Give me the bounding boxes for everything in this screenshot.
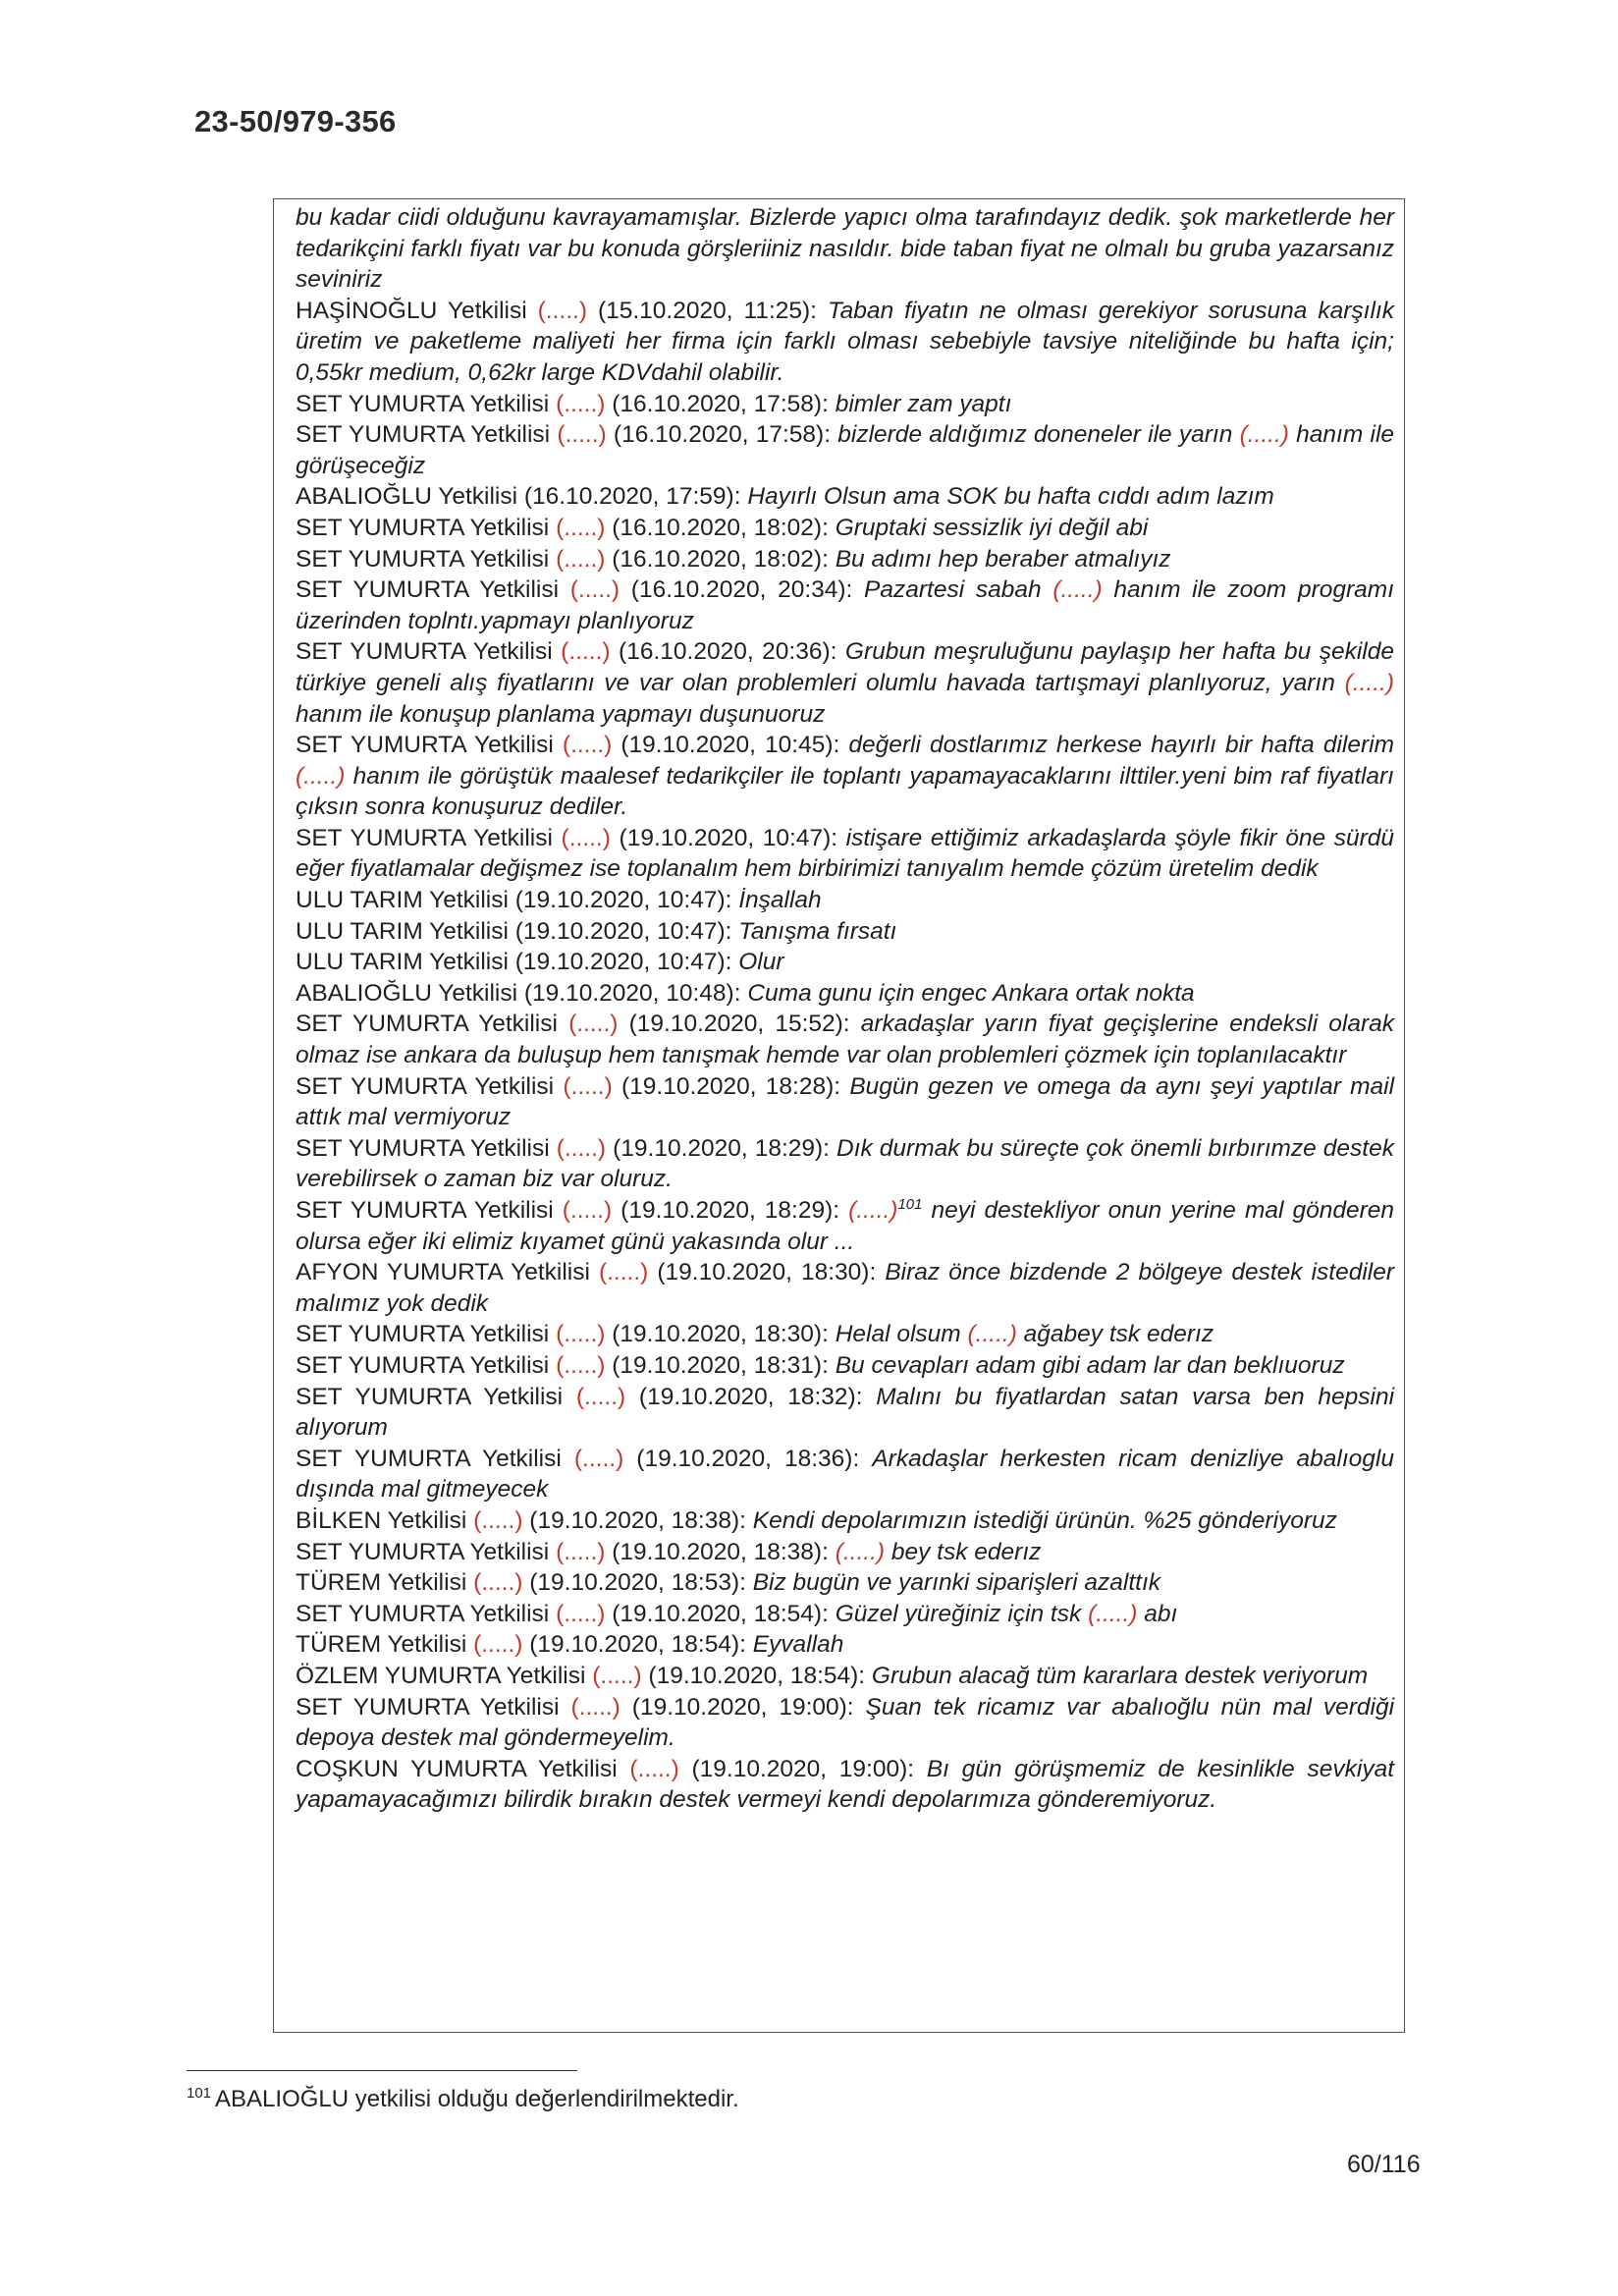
message-text: bizlerde aldığımız doneneler ile yarın	[837, 421, 1240, 449]
message-text-continued: ağabey tsk ederız	[1016, 1321, 1214, 1348]
message-text: Olur	[738, 949, 784, 976]
message-timestamp: (19.10.2020, 18:30):	[648, 1259, 886, 1286]
chat-message	[296, 823, 1394, 885]
message-timestamp: (19.10.2020, 18:54):	[641, 1662, 872, 1689]
message-sender: SET YUMURTA Yetkilisi	[296, 1445, 574, 1472]
redacted-name: (.....)	[296, 762, 346, 790]
message-sender: ULU TARIM Yetkilisi (19.10.2020, 10:47):	[296, 887, 739, 914]
chat-message	[296, 947, 1394, 978]
message-text: Hayırlı Olsun ama SOK bu hafta cıddı adım lazım	[747, 483, 1274, 511]
chat-message	[296, 916, 1394, 948]
message-text: Kendi depolarımızın istediği ürünün. %25 gönderiyoruz	[752, 1506, 1337, 1534]
redacted-name: (.....)	[473, 1506, 523, 1534]
redacted-name: (.....)	[967, 1321, 1017, 1348]
message-sender: SET YUMURTA Yetkilisi	[296, 514, 557, 541]
message-text: bimler zam yaptı	[835, 390, 1012, 417]
message-text: Grubun alacağ tüm kararlara destek veriyorum	[871, 1662, 1369, 1689]
message-text: Şuan tek ricamız var abalıoğlu nün mal verdiği depoya destek mal göndermeyelim.	[296, 1693, 1395, 1752]
chat-message	[296, 296, 1394, 389]
redacted-name: (.....)	[537, 297, 587, 324]
message-timestamp: (19.10.2020, 15:52):	[618, 1011, 861, 1038]
message-timestamp: (19.10.2020, 10:47):	[610, 824, 846, 851]
message-timestamp: (19.10.2020, 18:28):	[612, 1072, 850, 1100]
chat-message	[296, 1692, 1394, 1754]
message-text: bu kadar ciidi olduğunu kavrayamamışlar. Bizlerde yapıcı olma tarafındayız dedik. şok marketlerde her tedarikçini farklı fiyatı var bu konuda görşleriiniz nasıldır. bide taban fiyat ne olmalı bu gruba yazarsanız seviniriz	[296, 204, 1394, 294]
message-timestamp: (19.10.2020, 19:00):	[678, 1755, 927, 1782]
message-sender: ABALIOĞLU Yetkilisi (16.10.2020, 17:59):	[296, 483, 748, 511]
chat-message	[296, 202, 1394, 296]
chat-message	[296, 1257, 1394, 1319]
chat-message	[296, 1629, 1394, 1661]
message-timestamp: (16.10.2020, 17:58):	[605, 390, 836, 417]
message-text: Bu adımı hep beraber atmalıyız	[835, 545, 1171, 573]
message-timestamp: (19.10.2020, 18:36):	[623, 1445, 873, 1472]
redacted-name: (.....)	[1052, 576, 1103, 604]
message-text-continued: hanım ile görüşeceğiz	[296, 421, 1395, 479]
chat-message	[296, 1754, 1394, 1816]
message-timestamp: (19.10.2020, 10:45):	[612, 732, 849, 759]
redacted-name: (.....)	[556, 390, 606, 417]
message-sender: SET YUMURTA Yetkilisi	[296, 576, 570, 604]
message-timestamp: (19.10.2020, 18:54):	[522, 1631, 753, 1659]
message-text: arkadaşlar yarın fiyat geçişlerine endeksli olarak olmaz ise ankara da buluşup hem tanışmak hemde var olan problemleri çözmek için toplanılacaktır	[296, 1011, 1395, 1069]
message-text: istişare ettiğimiz arkadaşlarda şöyle fikir öne sürdü eğer fiyatlamalar değişmez ise toplanalım hem birbirimizi tanıyalım hemde çözüm üretelim dedik	[296, 824, 1395, 883]
message-sender: ÖZLEM YUMURTA Yetkilisi	[296, 1662, 593, 1689]
redacted-name: (.....)	[556, 1538, 606, 1565]
chat-message	[296, 1382, 1394, 1444]
message-text: Grubun meşruluğunu paylaşıp her hafta bu şekilde türkiye geneli alış fiyatlarını ve var olan problemleri olumlu havada tartışmayi planlıyoruz, yarın	[296, 638, 1395, 696]
redacted-name: (.....)	[556, 1600, 606, 1627]
chat-message	[296, 419, 1394, 481]
message-text: Taban fiyatın ne olması gerekiyor sorusuna karşılık üretim ve paketleme maliyeti her firma için farklı olması sebebiyle tavsiye niteliğinde bu hafta için; 0,55kr medium, 0,62kr large KDVdahil olabilir.	[296, 297, 1394, 386]
message-sender: SET YUMURTA Yetkilisi	[296, 1538, 557, 1565]
message-timestamp: (16.10.2020, 20:36):	[610, 638, 845, 666]
message-sender: ULU TARIM Yetkilisi (19.10.2020, 10:47):	[296, 917, 739, 945]
message-text-continued: neyi destekliyor onun yerine mal gönderen olursa eğer iki elimiz kıyamet günü yakasında olur ...	[296, 1197, 1395, 1255]
message-sender: SET YUMURTA Yetkilisi	[296, 1693, 571, 1721]
chat-message	[296, 1567, 1394, 1599]
message-text: Bı gün görüşmemiz de kesinlikle sevkiyat yapamayacağımızı bilirdik bırakın destek vermeyi kendi depolarımıza gönderemiyoruz.	[296, 1755, 1395, 1814]
message-timestamp: (19.10.2020, 18:31):	[605, 1351, 836, 1379]
message-text: Helal olsum	[835, 1321, 968, 1348]
message-sender: AFYON YUMURTA Yetkilisi	[296, 1259, 599, 1286]
message-text: Cuma gunu için engec Ankara ortak nokta	[747, 979, 1195, 1007]
message-timestamp: (16.10.2020, 17:58):	[606, 421, 838, 449]
message-text-continued: hanım ile görüştük maalesef tedarikçiler ile toplantı yapamayacaklarını ilttiler.yeni bim raf fiyatları çıksın sonra konuşuruz dediler.	[296, 762, 1394, 821]
page-number: 60/116	[1347, 2151, 1421, 2178]
message-text-continued: hanım ile konuşup planlama yapmayı duşunuoruz	[296, 700, 826, 728]
redacted-name: (.....)	[556, 1321, 606, 1348]
redacted-name: (.....)	[562, 1197, 613, 1224]
footnote-divider	[187, 2070, 577, 2071]
redacted-name: (.....)	[568, 1011, 619, 1038]
message-text: Biz bugün ve yarınki siparişleri azalttık	[752, 1569, 1161, 1597]
redacted-name: (.....)	[561, 824, 611, 851]
message-sender: SET YUMURTA Yetkilisi	[296, 1072, 564, 1100]
chat-message	[296, 1009, 1394, 1070]
message-sender: SET YUMURTA Yetkilisi	[296, 545, 557, 573]
message-sender: SET YUMURTA Yetkilisi	[296, 1351, 557, 1379]
message-sender: SET YUMURTA Yetkilisi	[296, 732, 563, 759]
redacted-name: (.....)	[848, 1197, 898, 1224]
message-text: Pazartesi sabah	[864, 576, 1053, 604]
redacted-name: (.....)	[556, 545, 606, 573]
redacted-name: (.....)	[561, 638, 611, 666]
message-text: Eyvallah	[752, 1631, 844, 1659]
message-text: İnşallah	[738, 887, 822, 914]
chat-message	[296, 574, 1394, 636]
footnote-number: 101	[187, 2085, 212, 2102]
redacted-name: (.....)	[598, 1259, 649, 1286]
message-sender: SET YUMURTA Yetkilisi	[296, 1383, 576, 1410]
message-text: değerli dostlarımız herkese hayırlı bir hafta dilerim	[848, 732, 1395, 759]
chat-message	[296, 389, 1394, 420]
message-sender: SET YUMURTA Yetkilisi	[296, 1197, 563, 1224]
redacted-name: (.....)	[556, 1351, 606, 1379]
redacted-name: (.....)	[835, 1538, 886, 1565]
message-timestamp: (16.10.2020, 20:34):	[620, 576, 865, 604]
chat-message	[296, 544, 1394, 575]
message-timestamp: (15.10.2020, 11:25):	[586, 297, 828, 324]
message-text: Arkadaşlar herkesten ricam denizliye abalıoglu dışında mal gitmeyecek	[296, 1445, 1395, 1503]
redacted-name: (.....)	[629, 1755, 679, 1782]
chat-message	[296, 1599, 1394, 1630]
chat-message	[296, 1505, 1394, 1537]
chat-message	[296, 1071, 1394, 1133]
message-timestamp: (19.10.2020, 18:54):	[605, 1600, 836, 1627]
message-text: Biraz önce bizdende 2 bölgeye destek istediler malımız yok dedik	[296, 1259, 1394, 1317]
redacted-name: (.....)	[556, 1134, 607, 1162]
redacted-name: (.....)	[1239, 421, 1289, 449]
message-sender: ULU TARIM Yetkilisi (19.10.2020, 10:47):	[296, 949, 739, 976]
chat-transcript-box	[273, 198, 1405, 2033]
message-timestamp: (19.10.2020, 18:32):	[625, 1383, 877, 1410]
redacted-name: (.....)	[473, 1631, 523, 1659]
chat-message	[296, 636, 1394, 730]
redacted-name: (.....)	[1344, 669, 1394, 696]
message-text-continued: bey tsk ederız	[885, 1538, 1042, 1565]
message-timestamp: (16.10.2020, 18:02):	[605, 545, 836, 573]
chat-message	[296, 1350, 1394, 1382]
message-text: Tanışma fırsatı	[738, 917, 897, 945]
message-sender: HAŞİNOĞLU Yetkilisi	[296, 297, 538, 324]
message-text: Dık durmak bu süreçte çok önemli bırbırımze destek verebilirsek o zaman biz var oluruz.	[296, 1134, 1394, 1193]
chat-message	[296, 1661, 1394, 1692]
message-sender: TÜREM Yetkilisi	[296, 1569, 474, 1597]
message-text: Malını bu fiyatlardan satan varsa ben hepsini alıyorum	[296, 1383, 1395, 1442]
chat-message	[296, 1195, 1394, 1257]
chat-message	[296, 730, 1394, 823]
redacted-name: (.....)	[573, 1445, 624, 1472]
message-timestamp: (19.10.2020, 18:30):	[605, 1321, 836, 1348]
footnote	[187, 2086, 739, 2113]
footnote-reference: 101	[897, 1195, 923, 1213]
message-sender: BİLKEN Yetkilisi	[296, 1506, 474, 1534]
message-text-continued: abı	[1137, 1600, 1178, 1627]
message-sender: TÜREM Yetkilisi	[296, 1631, 474, 1659]
message-text: Güzel yüreğiniz için tsk	[835, 1600, 1089, 1627]
redacted-name: (.....)	[563, 1072, 613, 1100]
message-sender: SET YUMURTA Yetkilisi	[296, 1600, 557, 1627]
chat-message	[296, 1319, 1394, 1350]
chat-message	[296, 481, 1394, 513]
redacted-name: (.....)	[557, 421, 607, 449]
message-sender: SET YUMURTA Yetkilisi	[296, 421, 558, 449]
chat-message	[296, 885, 1394, 916]
message-sender: SET YUMURTA Yetkilisi	[296, 1321, 557, 1348]
redacted-name: (.....)	[570, 1693, 620, 1721]
redacted-name: (.....)	[556, 514, 606, 541]
redacted-name: (.....)	[1088, 1600, 1138, 1627]
chat-message	[296, 1537, 1394, 1568]
message-sender: COŞKUN YUMURTA Yetkilisi	[296, 1755, 630, 1782]
redacted-name: (.....)	[473, 1569, 523, 1597]
message-text: Bugün gezen ve omega da aynı şeyi yaptılar mail attık mal vermiyoruz	[296, 1072, 1395, 1131]
redacted-name: (.....)	[575, 1383, 626, 1410]
message-timestamp: (19.10.2020, 18:29):	[606, 1134, 837, 1162]
message-timestamp: (19.10.2020, 18:38):	[605, 1538, 836, 1565]
message-sender: SET YUMURTA Yetkilisi	[296, 390, 557, 417]
chat-message	[296, 513, 1394, 544]
chat-message	[296, 1444, 1394, 1505]
document-id: 23-50/979-356	[194, 104, 397, 138]
chat-message	[296, 1133, 1394, 1195]
message-sender: SET YUMURTA Yetkilisi	[296, 638, 562, 666]
message-text: Bu cevapları adam gibi adam lar dan beklıuoruz	[835, 1351, 1345, 1379]
redacted-name: (.....)	[592, 1662, 642, 1689]
footnote-text: ABALIOĞLU yetkilisi olduğu değerlendirilmektedir.	[215, 2086, 739, 2112]
message-sender: ABALIOĞLU Yetkilisi (19.10.2020, 10:48):	[296, 979, 748, 1007]
message-text: Gruptaki sessizlik iyi değil abi	[835, 514, 1149, 541]
message-sender: SET YUMURTA Yetkilisi	[296, 1011, 569, 1038]
message-timestamp: (19.10.2020, 18:29):	[612, 1197, 849, 1224]
redacted-name: (.....)	[569, 576, 620, 604]
chat-message	[296, 978, 1394, 1010]
message-sender: SET YUMURTA Yetkilisi	[296, 1134, 557, 1162]
message-timestamp: (19.10.2020, 18:38):	[522, 1506, 753, 1534]
message-sender: SET YUMURTA Yetkilisi	[296, 824, 562, 851]
message-text-continued: hanım ile zoom programı üzerinden toplntı.yapmayı planlıyoruz	[296, 576, 1395, 634]
message-timestamp: (19.10.2020, 19:00):	[620, 1693, 866, 1721]
message-timestamp: (16.10.2020, 18:02):	[605, 514, 836, 541]
message-timestamp: (19.10.2020, 18:53):	[522, 1569, 753, 1597]
redacted-name: (.....)	[562, 732, 613, 759]
